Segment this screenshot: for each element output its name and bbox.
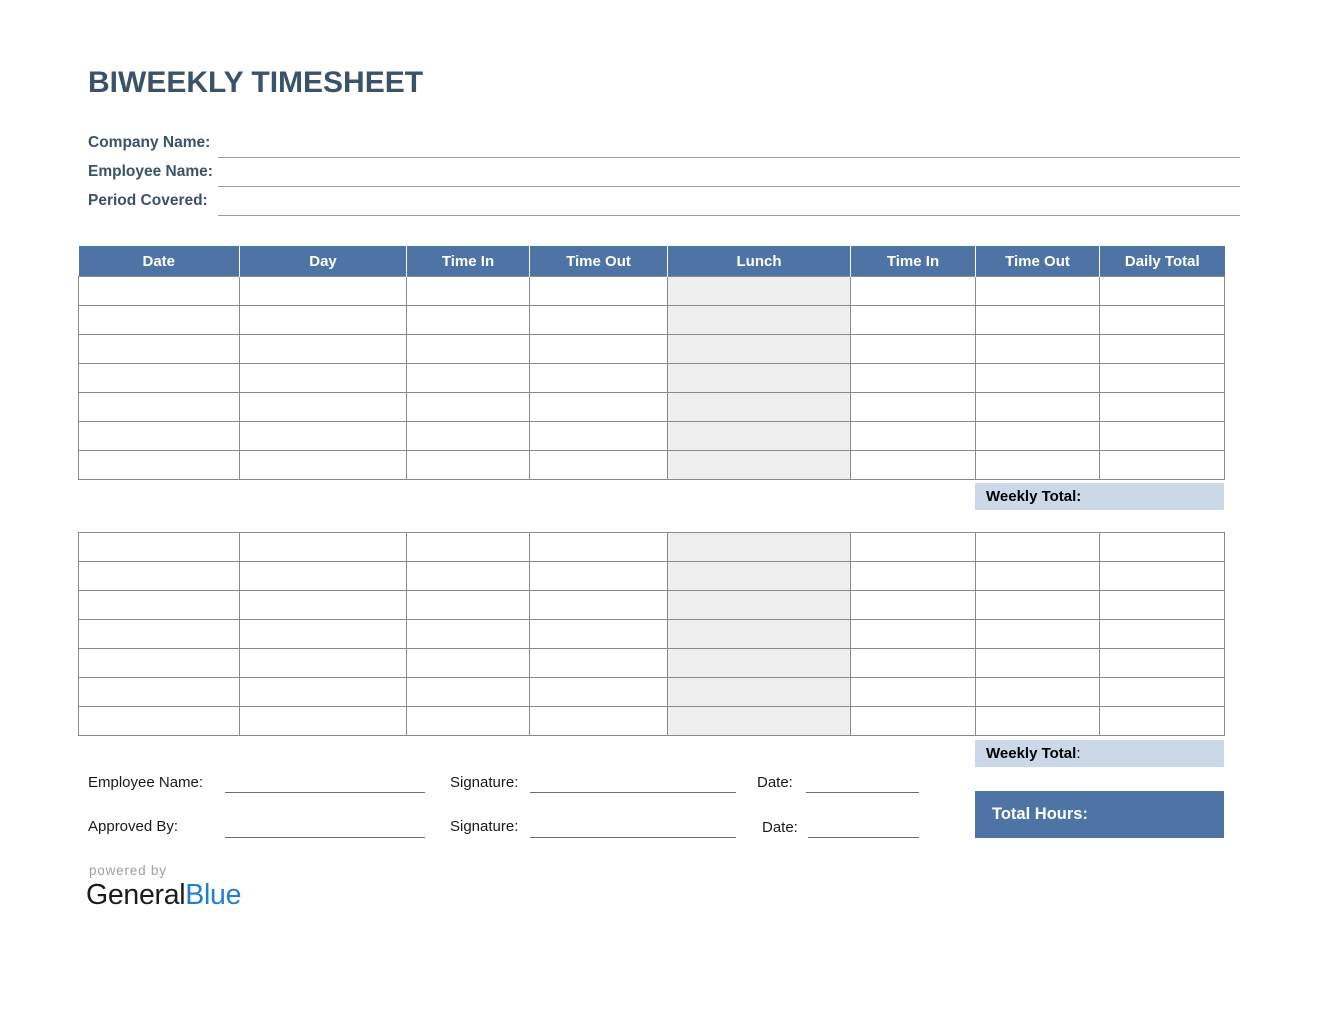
cell-time-out	[530, 591, 668, 620]
timesheet-row	[79, 533, 1225, 562]
cell-day	[240, 393, 407, 422]
cell-lunch	[668, 533, 851, 562]
cell-date	[79, 306, 240, 335]
timesheet-row	[79, 422, 1225, 451]
period-covered-field-row	[88, 192, 1240, 216]
cell-time-in	[407, 451, 530, 480]
cell-day	[240, 678, 407, 707]
cell-lunch	[668, 562, 851, 591]
cell-time-in	[851, 562, 976, 591]
cell-time-out	[976, 591, 1100, 620]
cell-time-in	[407, 649, 530, 678]
cell-time-out	[976, 562, 1100, 591]
cell-lunch	[668, 707, 851, 736]
cell-day	[240, 451, 407, 480]
footer-employee-name-line	[225, 792, 425, 793]
cell-time-out	[530, 678, 668, 707]
cell-lunch	[668, 393, 851, 422]
week1-body	[79, 277, 1225, 480]
cell-time-in	[407, 364, 530, 393]
cell-daily-total	[1100, 364, 1225, 393]
cell-time-in	[407, 678, 530, 707]
cell-daily-total	[1100, 649, 1225, 678]
cell-daily-total	[1100, 277, 1225, 306]
cell-day	[240, 707, 407, 736]
timesheet-row	[79, 335, 1225, 364]
timesheet-row	[79, 707, 1225, 736]
cell-date	[79, 678, 240, 707]
cell-time-out	[976, 451, 1100, 480]
cell-time-in	[851, 591, 976, 620]
footer-signature2-label: Signature:	[450, 818, 519, 835]
footer-signature1-label: Signature:	[450, 774, 519, 791]
cell-time-out	[530, 277, 668, 306]
cell-time-in	[407, 335, 530, 364]
cell-lunch	[668, 451, 851, 480]
cell-day	[240, 335, 407, 364]
cell-time-in	[851, 364, 976, 393]
cell-time-in	[407, 306, 530, 335]
week1-header-row	[79, 246, 1225, 277]
timesheet-row	[79, 678, 1225, 707]
cell-time-in	[851, 678, 976, 707]
cell-daily-total	[1100, 422, 1225, 451]
header-time-out-afternoon: Time Out	[976, 246, 1100, 277]
timesheet-row	[79, 306, 1225, 335]
week2-body	[79, 533, 1225, 736]
timesheet-row	[79, 649, 1225, 678]
cell-daily-total	[1100, 591, 1225, 620]
cell-day	[240, 562, 407, 591]
cell-daily-total	[1100, 562, 1225, 591]
header-day: Day	[240, 246, 407, 277]
cell-time-in	[851, 533, 976, 562]
cell-time-out	[976, 306, 1100, 335]
week2-table	[78, 532, 1225, 736]
week1-weekly-total-bar	[975, 483, 1224, 510]
cell-daily-total	[1100, 533, 1225, 562]
cell-day	[240, 620, 407, 649]
footer-signature2-line	[530, 837, 736, 838]
cell-time-out	[976, 649, 1100, 678]
company-name-label: Company Name:	[88, 134, 211, 151]
cell-time-in	[851, 393, 976, 422]
cell-time-out	[976, 335, 1100, 364]
cell-lunch	[668, 649, 851, 678]
cell-time-in	[407, 562, 530, 591]
cell-date	[79, 620, 240, 649]
cell-day	[240, 364, 407, 393]
cell-daily-total	[1100, 707, 1225, 736]
header-time-in-morning: Time In	[407, 246, 530, 277]
cell-time-out	[976, 364, 1100, 393]
timesheet-row	[79, 393, 1225, 422]
page-title: BIWEEKLY TIMESHEET	[88, 66, 424, 99]
cell-day	[240, 649, 407, 678]
cell-time-out	[530, 451, 668, 480]
cell-time-out	[976, 533, 1100, 562]
timesheet-row	[79, 562, 1225, 591]
footer-date1-label: Date:	[757, 774, 793, 791]
header-daily-total: Daily Total	[1100, 246, 1225, 277]
brand-general-text: General	[86, 879, 186, 911]
cell-time-in	[407, 422, 530, 451]
cell-time-out	[530, 533, 668, 562]
header-time-in-afternoon: Time In	[851, 246, 976, 277]
employee-name-field-row	[88, 163, 1240, 187]
header-lunch: Lunch	[668, 246, 851, 277]
cell-day	[240, 422, 407, 451]
cell-lunch	[668, 620, 851, 649]
cell-lunch	[668, 422, 851, 451]
cell-lunch	[668, 335, 851, 364]
cell-date	[79, 393, 240, 422]
cell-time-out	[530, 649, 668, 678]
cell-daily-total	[1100, 306, 1225, 335]
week1-weekly-total-label: Weekly Total:	[986, 488, 1082, 505]
cell-lunch	[668, 678, 851, 707]
cell-time-in	[851, 422, 976, 451]
cell-time-out	[976, 277, 1100, 306]
cell-time-out	[530, 707, 668, 736]
header-date: Date	[79, 246, 240, 277]
cell-time-in	[851, 306, 976, 335]
cell-time-out	[530, 422, 668, 451]
cell-daily-total	[1100, 620, 1225, 649]
period-covered-label: Period Covered:	[88, 192, 208, 209]
footer-employee-name-label: Employee Name:	[88, 774, 204, 791]
cell-date	[79, 562, 240, 591]
cell-date	[79, 422, 240, 451]
total-hours-label: Total Hours:	[992, 805, 1088, 823]
cell-date	[79, 277, 240, 306]
total-hours-bar	[975, 791, 1224, 838]
company-name-field-row	[88, 134, 1240, 158]
cell-time-in	[407, 707, 530, 736]
timesheet-row	[79, 277, 1225, 306]
week2-weekly-total-label: Weekly Total	[986, 745, 1077, 762]
footer-approved-by-label: Approved By:	[88, 818, 179, 835]
week2-weekly-total-colon: :	[1076, 745, 1081, 762]
week2-weekly-total-bar	[975, 740, 1224, 767]
cell-lunch	[668, 277, 851, 306]
brand-blue-text: Blue	[185, 879, 242, 911]
cell-time-in	[851, 649, 976, 678]
cell-time-out	[530, 364, 668, 393]
cell-time-out	[976, 422, 1100, 451]
cell-time-out	[976, 620, 1100, 649]
powered-by-text: powered by	[89, 863, 167, 878]
footer-date2-line	[808, 837, 919, 838]
header-time-out-morning: Time Out	[530, 246, 668, 277]
cell-time-out	[530, 562, 668, 591]
cell-time-out	[976, 678, 1100, 707]
period-covered-line	[218, 215, 1240, 216]
cell-time-in	[851, 707, 976, 736]
cell-day	[240, 277, 407, 306]
cell-time-out	[530, 335, 668, 364]
cell-time-in	[407, 393, 530, 422]
cell-lunch	[668, 591, 851, 620]
cell-time-in	[407, 277, 530, 306]
timesheet-row	[79, 620, 1225, 649]
footer-date2-label: Date:	[762, 819, 798, 836]
footer-approved-by-line	[225, 837, 425, 838]
cell-time-in	[851, 335, 976, 364]
cell-daily-total	[1100, 393, 1225, 422]
cell-time-in	[407, 620, 530, 649]
cell-day	[240, 591, 407, 620]
cell-daily-total	[1100, 335, 1225, 364]
timesheet-row	[79, 451, 1225, 480]
cell-lunch	[668, 364, 851, 393]
cell-daily-total	[1100, 451, 1225, 480]
cell-date	[79, 335, 240, 364]
company-name-line	[218, 157, 1240, 158]
cell-time-out	[530, 306, 668, 335]
cell-date	[79, 707, 240, 736]
cell-daily-total	[1100, 678, 1225, 707]
employee-name-label: Employee Name:	[88, 163, 213, 180]
cell-time-out	[530, 393, 668, 422]
cell-date	[79, 649, 240, 678]
cell-time-in	[851, 277, 976, 306]
cell-time-in	[851, 620, 976, 649]
cell-date	[79, 533, 240, 562]
cell-day	[240, 306, 407, 335]
cell-day	[240, 533, 407, 562]
cell-lunch	[668, 306, 851, 335]
timesheet-row	[79, 364, 1225, 393]
cell-date	[79, 591, 240, 620]
brand-logo	[86, 879, 241, 912]
footer-signature1-line	[530, 792, 736, 793]
cell-time-in	[851, 451, 976, 480]
cell-time-out	[530, 620, 668, 649]
footer-date1-line	[806, 792, 919, 793]
employee-name-line	[218, 186, 1240, 187]
cell-date	[79, 364, 240, 393]
week1-table	[78, 246, 1225, 480]
cell-time-out	[976, 393, 1100, 422]
cell-time-in	[407, 591, 530, 620]
timesheet-row	[79, 591, 1225, 620]
cell-time-out	[976, 707, 1100, 736]
cell-time-in	[407, 533, 530, 562]
cell-date	[79, 451, 240, 480]
